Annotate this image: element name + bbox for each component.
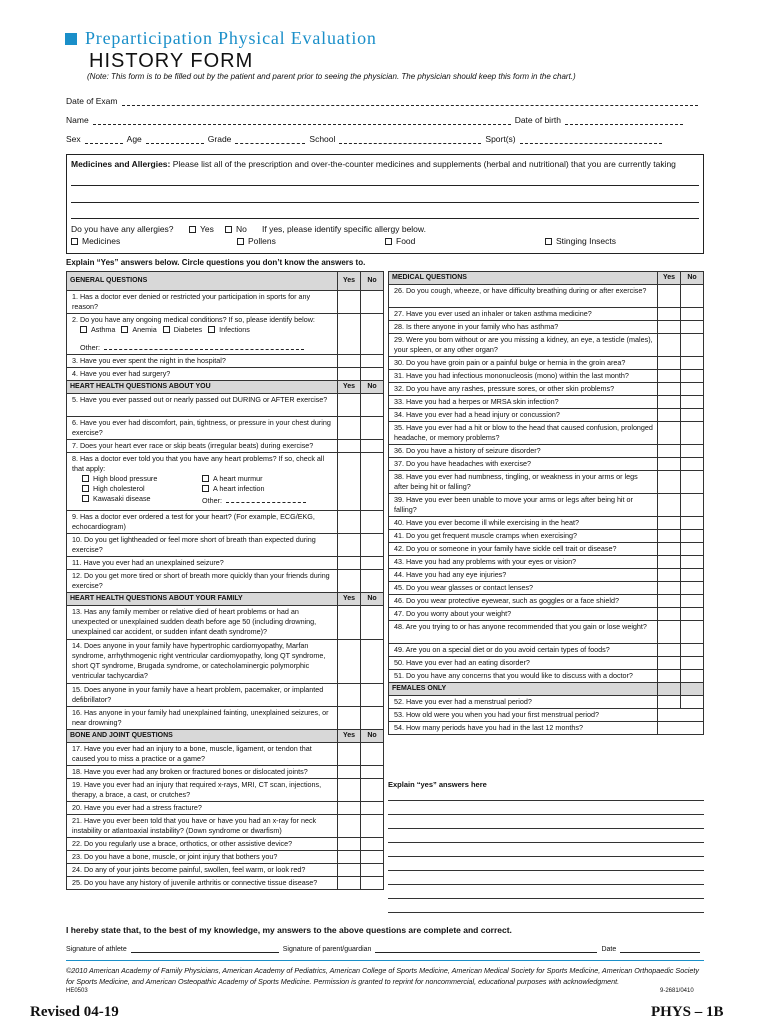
checkbox-icon	[82, 495, 89, 502]
cond-anemia[interactable]: Anemia	[121, 325, 156, 335]
medicines-line-2[interactable]	[71, 202, 699, 203]
cond-asthma[interactable]: Asthma	[80, 325, 115, 335]
heart-other[interactable]: Other:	[202, 494, 332, 506]
table-row: 35. Have you ever had a hit or blow to the head that caused confusion, prolonged headache, or memory problems?	[389, 422, 704, 445]
name-field[interactable]	[93, 116, 511, 125]
table-row: 34. Have you ever had a head injury or concussion?	[389, 409, 704, 422]
date-of-exam-field[interactable]	[122, 97, 698, 106]
parent-signature-field[interactable]	[375, 944, 597, 953]
checkbox-icon	[202, 485, 209, 492]
table-row: 51. Do you have any concerns that you would like to discuss with a doctor?	[389, 670, 704, 683]
table-row: 45. Do you wear glasses or contact lenses?	[389, 582, 704, 595]
table-row: 50. Have you ever had an eating disorder?	[389, 657, 704, 670]
date-of-exam-row	[66, 96, 702, 106]
allergy-question: Do you have any allergies?	[71, 224, 174, 234]
grade-label: Grade	[207, 134, 232, 144]
table-row: 18. Have you ever had any broken or fractured bones or dislocated joints?	[67, 766, 384, 779]
medicines-label: Medicines and Allergies: Please list all of the prescription and over-the-counter medicines and supplements (herbal and nutritional) that you are currently taking	[71, 159, 676, 169]
table-row: 30. Do you have groin pain or a painful bulge or hernia in the groin area?	[389, 357, 704, 370]
table-header: GENERAL QUESTIONS Yes No	[67, 272, 384, 291]
table-row: 10. Do you get lightheaded or feel more short of breath than expected during exercise?	[67, 534, 384, 557]
explain-line[interactable]	[388, 856, 704, 857]
table-row: 7. Does your heart ever race or skip beats (irregular beats) during exercise?	[67, 440, 384, 453]
allergy-if-yes: If yes, please identify specific allergy below.	[262, 224, 426, 234]
sports-label: Sport(s)	[485, 134, 516, 144]
checkbox-icon	[545, 238, 552, 245]
certification-statement: I hereby state that, to the best of my knowledge, my answers to the above questions are complete and correct.	[66, 925, 512, 935]
form-id: PHYS – 1B	[651, 1004, 724, 1020]
explain-line[interactable]	[388, 814, 704, 815]
table-row: 41. Do you get frequent muscle cramps when exercising?	[389, 530, 704, 543]
left-questions-table	[66, 271, 384, 890]
table-row: 25. Do you have any history of juvenile arthritis or connective tissue disease?	[67, 877, 384, 890]
right-questions-table	[388, 271, 704, 735]
heart-chol[interactable]: High cholesterol	[82, 484, 202, 494]
table-row: 40. Have you ever become ill while exercising in the heat?	[389, 517, 704, 530]
checkbox-icon	[80, 326, 87, 333]
table-row: 37. Do you have headaches with exercise?	[389, 458, 704, 471]
form-code-left: HE0503	[66, 988, 88, 994]
explain-line[interactable]	[388, 870, 704, 871]
table-row: 4. Have you ever had surgery?	[67, 368, 384, 381]
heart-kawasaki[interactable]: Kawasaki disease	[82, 494, 202, 506]
checkbox-icon	[208, 326, 215, 333]
table-header: MEDICAL QUESTIONS Yes No	[389, 272, 704, 285]
blue-square-icon	[65, 33, 77, 45]
table-row: 42. Do you or someone in your family have sickle cell trait or disease?	[389, 543, 704, 556]
table-header: HEART HEALTH QUESTIONS ABOUT YOU Yes No	[67, 381, 384, 394]
table-row: 6. Have you ever had discomfort, pain, tightness, or pressure in your chest during exercise?	[67, 417, 384, 440]
checkbox-icon	[82, 475, 89, 482]
dob-label: Date of birth	[514, 115, 561, 125]
table-row: 21. Have you ever been told that you have or have you had an x-ray for neck instability or atlantoaxial instability? (Down syndrome or dwarfism)	[67, 815, 384, 838]
form-subtitle: HISTORY FORM	[89, 50, 254, 72]
explain-line[interactable]	[388, 842, 704, 843]
allergy-no[interactable]: No	[225, 224, 247, 234]
explain-line[interactable]	[388, 884, 704, 885]
cond-infections[interactable]: Infections	[208, 325, 250, 335]
age-label: Age	[126, 134, 142, 144]
form-note: (Note: This form is to be filled out by the patient and parent prior to seeing the physician. The physician should keep this form in the chart.)	[87, 72, 576, 81]
parent-signature-label: Signature of parent/guardian	[282, 946, 372, 953]
form-title: Preparticipation Physical Evaluation	[85, 28, 377, 48]
medicines-line-1[interactable]	[71, 185, 699, 186]
checkbox-icon	[385, 238, 392, 245]
date-field[interactable]	[620, 944, 700, 953]
table-row: 47. Do you worry about your weight?	[389, 608, 704, 621]
sex-row	[66, 134, 666, 144]
explain-line[interactable]	[388, 898, 704, 899]
medicines-line-3[interactable]	[71, 218, 699, 219]
grade-field[interactable]	[235, 135, 305, 144]
date-of-exam-label: Date of Exam	[66, 96, 118, 106]
table-row: 17. Have you ever had an injury to a bone, muscle, ligament, or tendon that caused you to miss a practice or a game?	[67, 743, 384, 766]
table-row: 38. Have you ever had numbness, tingling, or weakness in your arms or legs after being hit or falling?	[389, 471, 704, 494]
checkbox-icon	[237, 238, 244, 245]
table-row: 2. Do you have any ongoing medical conditions? If so, please identify below: Asthma Anemia Diabetes Infections Other:	[67, 314, 384, 355]
age-field[interactable]	[146, 135, 204, 144]
table-row: 19. Have you ever had an injury that required x-rays, MRI, CT scan, injections, therapy, a brace, a cast, or crutches?	[67, 779, 384, 802]
checkbox-icon	[189, 226, 196, 233]
signature-row	[66, 944, 704, 953]
table-row: 33. Have you had a herpes or MRSA skin infection?	[389, 396, 704, 409]
revised-date: Revised 04-19	[30, 1004, 119, 1020]
table-row: 20. Have you ever had a stress fracture?	[67, 802, 384, 815]
allergy-medicines[interactable]: Medicines	[71, 236, 120, 246]
dob-field[interactable]	[565, 116, 683, 125]
heart-hbp[interactable]: High blood pressure	[82, 474, 202, 484]
table-row: 43. Have you had any problems with your eyes or vision?	[389, 556, 704, 569]
table-row: 36. Do you have a history of seizure disorder?	[389, 445, 704, 458]
table-row: 29. Were you born without or are you missing a kidney, an eye, a testicle (males), your spleen, or any other organ?	[389, 334, 704, 357]
table-row: 31. Have you had infectious mononucleosis (mono) within the last month?	[389, 370, 704, 383]
table-row: 14. Does anyone in your family have hypertrophic cardiomyopathy, Marfan syndrome, arrhythmogenic right ventricular cardiomyopathy, long QT syndrome, short QT syndrome, Brugada syndrome, or catecholaminergic polymorphic ventricular tachycardia?	[67, 640, 384, 684]
table-row: 16. Has anyone in your family had unexplained fainting, unexplained seizures, or near drowning?	[67, 707, 384, 730]
checkbox-icon	[163, 326, 170, 333]
allergy-insects[interactable]: Stinging Insects	[545, 236, 616, 246]
school-field[interactable]	[339, 135, 481, 144]
table-row: 24. Do any of your joints become painful, swollen, feel warm, or look red?	[67, 864, 384, 877]
divider	[66, 960, 704, 961]
table-row: 48. Are you trying to or has anyone recommended that you gain or lose weight?	[389, 621, 704, 644]
table-row: 12. Do you get more tired or short of breath more quickly than your friends during exercise?	[67, 570, 384, 593]
explain-yes-label: Explain “yes” answers here	[388, 780, 487, 789]
sex-field[interactable]	[85, 135, 123, 144]
date-label: Date	[601, 946, 617, 953]
form-header	[65, 28, 377, 73]
allergy-pollens[interactable]: Pollens	[237, 236, 276, 246]
table-row: 53. How old were you when you had your first menstrual period?	[389, 709, 704, 722]
table-row: 54. How many periods have you had in the last 12 months?	[389, 722, 704, 735]
table-row: 15. Does anyone in your family have a heart problem, pacemaker, or implanted defibrillator?	[67, 684, 384, 707]
table-row: 1. Has a doctor ever denied or restricted your participation in sports for any reason?	[67, 291, 384, 314]
checkbox-icon	[82, 485, 89, 492]
table-row: 27. Have you ever used an inhaler or taken asthma medicine?	[389, 308, 704, 321]
heart-infection[interactable]: A heart infection	[202, 484, 332, 494]
table-row: 44. Have you had any eye injuries?	[389, 569, 704, 582]
sex-label: Sex	[66, 134, 81, 144]
cond-other[interactable]: Other:	[80, 341, 308, 353]
athlete-signature-field[interactable]	[131, 944, 279, 953]
heart-murmur[interactable]: A heart murmur	[202, 474, 332, 484]
explain-instructions: Explain “Yes” answers below. Circle questions you don’t know the answers to.	[66, 258, 366, 267]
explain-line[interactable]	[388, 828, 704, 829]
athlete-signature-label: Signature of athlete	[66, 946, 127, 953]
allergy-yes[interactable]: Yes	[189, 224, 214, 234]
table-row: 39. Have you ever been unable to move your arms or legs after being hit or falling?	[389, 494, 704, 517]
table-row: 8. Has a doctor ever told you that you have any heart problems? If so, check all that apply: High blood pressure A heart murmur High cholesterol A heart infection Kawasaki disease Other:	[67, 453, 384, 511]
table-row: 9. Has a doctor ever ordered a test for your heart? (For example, ECG/EKG, echocardiogram)	[67, 511, 384, 534]
table-row: 32. Do you have any rashes, pressure sores, or other skin problems?	[389, 383, 704, 396]
checkbox-icon	[202, 475, 209, 482]
table-row: 13. Has any family member or relative died of heart problems or had an unexpected or unexplained sudden death before age 50 (including drowning, unexplained car accident, or sudden infant death syndrome)?	[67, 606, 384, 640]
checkbox-icon	[121, 326, 128, 333]
checkbox-icon	[71, 238, 78, 245]
table-row: 22. Do you regularly use a brace, orthotics, or other assistive device?	[67, 838, 384, 851]
table-row: 23. Do you have a bone, muscle, or joint injury that bothers you?	[67, 851, 384, 864]
cond-diabetes[interactable]: Diabetes	[163, 325, 202, 335]
explain-line[interactable]	[388, 912, 704, 913]
table-row: 26. Do you cough, wheeze, or have difficulty breathing during or after exercise?	[389, 285, 704, 308]
table-row: 52. Have you ever had a menstrual period?	[389, 696, 704, 709]
table-row: 3. Have you ever spent the night in the hospital?	[67, 355, 384, 368]
allergy-food[interactable]: Food	[385, 236, 415, 246]
table-row: 49. Are you on a special diet or do you avoid certain types of foods?	[389, 644, 704, 657]
table-row: 28. Is there anyone in your family who has asthma?	[389, 321, 704, 334]
school-label: School	[309, 134, 336, 144]
table-row: 11. Have you ever had an unexplained seizure?	[67, 557, 384, 570]
table-row: 5. Have you ever passed out or nearly passed out DURING or AFTER exercise?	[67, 394, 384, 417]
table-header: BONE AND JOINT QUESTIONS Yes No	[67, 730, 384, 743]
table-header: HEART HEALTH QUESTIONS ABOUT YOUR FAMILY Yes No	[67, 593, 384, 606]
medicines-box	[66, 154, 704, 254]
form-code-right: 9-2681/0410	[660, 988, 694, 994]
copyright-text: ©2010 American Academy of Family Physicians, American Academy of Pediatrics, American College of Sports Medicine, American Medical Society for Sports Medicine, American Orthopaedic Society for Sports Medicine, and American Osteopathic Academy of Sports Medicine. Permission is granted to reprint for noncommercial, educational purposes with acknowledgment.	[66, 966, 699, 986]
name-label: Name	[66, 115, 89, 125]
table-header: FEMALES ONLY	[389, 683, 704, 696]
name-row	[66, 115, 687, 125]
table-row: 46. Do you wear protective eyewear, such as goggles or a face shield?	[389, 595, 704, 608]
explain-line[interactable]	[388, 800, 704, 801]
checkbox-icon	[225, 226, 232, 233]
sports-field[interactable]	[520, 135, 662, 144]
